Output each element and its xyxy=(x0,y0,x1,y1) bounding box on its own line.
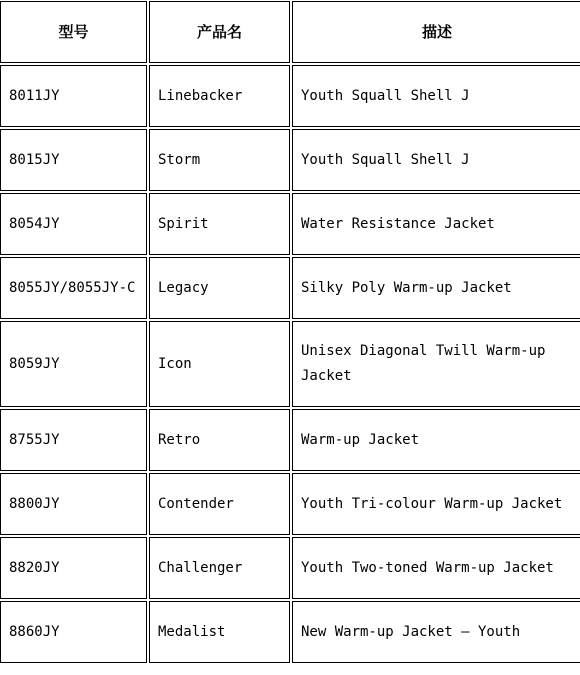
cell-model: 8055JY/8055JY-C xyxy=(0,257,147,319)
cell-model: 8011JY xyxy=(0,65,147,127)
table-row xyxy=(0,473,580,535)
cell-model: 8860JY xyxy=(0,601,147,663)
cell-product-name: Medalist xyxy=(149,601,290,663)
cell-product-name: Storm xyxy=(149,129,290,191)
cell-product-name: Spirit xyxy=(149,193,290,255)
table-row xyxy=(0,193,580,255)
cell-product-name: Linebacker xyxy=(149,65,290,127)
cell-description: Silky Poly Warm-up Jacket xyxy=(292,257,580,319)
header-model: 型号 xyxy=(0,1,147,63)
table-header-row xyxy=(0,1,580,63)
table-row xyxy=(0,257,580,319)
cell-model: 8015JY xyxy=(0,129,147,191)
table-row xyxy=(0,321,580,407)
table-row xyxy=(0,65,580,127)
cell-description: Youth Squall Shell J xyxy=(292,129,580,191)
cell-product-name: Contender xyxy=(149,473,290,535)
header-product-name: 产品名 xyxy=(149,1,290,63)
table-row xyxy=(0,129,580,191)
cell-description: Youth Tri-colour Warm-up Jacket xyxy=(292,473,580,535)
cell-model: 8755JY xyxy=(0,409,147,471)
cell-product-name: Legacy xyxy=(149,257,290,319)
cell-description: New Warm-up Jacket – Youth xyxy=(292,601,580,663)
cell-description: Youth Two-toned Warm-up Jacket xyxy=(292,537,580,599)
cell-model: 8800JY xyxy=(0,473,147,535)
cell-model: 8054JY xyxy=(0,193,147,255)
cell-model: 8820JY xyxy=(0,537,147,599)
cell-description: Unisex Diagonal Twill Warm-up Jacket xyxy=(292,321,580,407)
cell-description: Water Resistance Jacket xyxy=(292,193,580,255)
table-row xyxy=(0,601,580,663)
table-row xyxy=(0,537,580,599)
cell-description: Youth Squall Shell J xyxy=(292,65,580,127)
cell-product-name: Retro xyxy=(149,409,290,471)
cell-description: Warm-up Jacket xyxy=(292,409,580,471)
table-row xyxy=(0,409,580,471)
cell-product-name: Icon xyxy=(149,321,290,407)
cell-product-name: Challenger xyxy=(149,537,290,599)
cell-model: 8059JY xyxy=(0,321,147,407)
header-description: 描述 xyxy=(292,1,580,63)
